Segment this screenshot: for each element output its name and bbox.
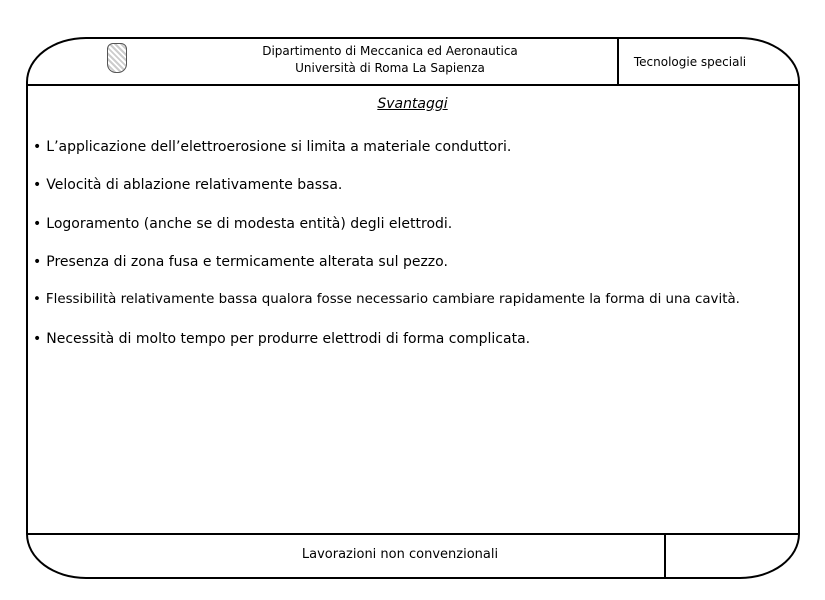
university-name: Università di Roma La Sapienza	[295, 61, 485, 75]
list-item	[33, 216, 452, 232]
list-item	[33, 254, 448, 270]
bullet-icon: •	[33, 216, 42, 232]
footer-divider	[27, 533, 798, 535]
list-item-text: Presenza di zona fusa e termicamente alterata sul pezzo.	[46, 254, 448, 270]
list-item-text: Velocità di ablazione relativamente bassa.	[46, 177, 343, 193]
department-name: Dipartimento di Meccanica ed Aeronautica	[262, 44, 518, 58]
list-item	[33, 331, 530, 347]
list-item-text: L’applicazione dell’elettroerosione si limita a materiale conduttori.	[46, 139, 512, 155]
bullet-icon: •	[33, 139, 42, 155]
header-divider	[27, 84, 798, 86]
bullet-icon: •	[33, 292, 41, 307]
course-name: Tecnologie speciali	[633, 55, 747, 69]
list-item-text: Flessibilità relativamente bassa qualora fosse necessario cambiare rapidamente la forma di una cavità.	[45, 292, 740, 307]
bullet-icon: •	[33, 331, 42, 347]
footer-column-divider	[664, 534, 666, 577]
bullet-icon: •	[33, 177, 42, 193]
slide-title: Svantaggi	[377, 96, 448, 112]
header-institution	[230, 43, 550, 77]
bullet-icon: •	[33, 254, 42, 270]
slide-frame	[26, 37, 800, 579]
list-item	[33, 292, 740, 307]
list-item	[33, 177, 342, 193]
header-column-divider	[617, 38, 619, 85]
university-seal-logo	[107, 43, 127, 73]
list-item-text: Necessità di molto tempo per produrre elettrodi di forma complicata.	[46, 331, 531, 347]
list-item	[33, 139, 511, 155]
footer-label: Lavorazioni non convenzionali	[301, 547, 499, 562]
list-item-text: Logoramento (anche se di modesta entità) degli elettrodi.	[46, 216, 453, 232]
